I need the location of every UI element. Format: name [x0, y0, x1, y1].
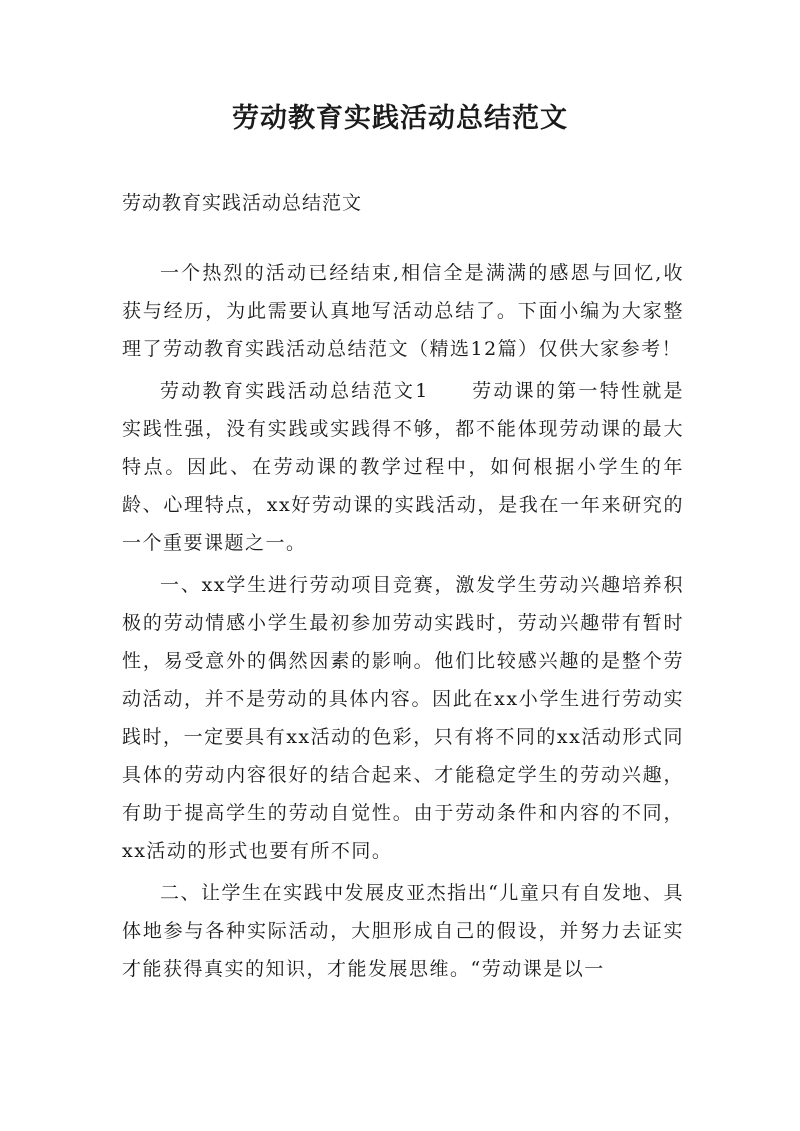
- document-body: [122, 254, 684, 992]
- paragraph-3: 二、让学生在实践中发展皮亚杰指出“儿童只有自发地、具体地参与各种实际活动，大胆形成自己的假设，并努力去证实才能获得真实的知识，才能发展思维。“劳动课是以一: [122, 882, 684, 980]
- paragraph-1: 劳动教育实践活动总结范文1 劳动课的第一特性就是实践性强，没有实践或实践得不够，都不能体现劳动课的最大特点。因此、在劳动课的教学过程中，如何根据小学生的年龄、心理特点，xx好劳动课的实践活动，是我在一年来研究的一个重要课题之一。: [122, 380, 684, 554]
- document-title: 劳动教育实践活动总结范文: [232, 103, 568, 134]
- document-subtitle: 劳动教育实践活动总结范文: [122, 192, 363, 214]
- paragraph-intro: 一个热烈的活动已经结束,相信全是满满的感恩与回忆,收获与经历，为此需要认真地写活动总结了。下面小编为大家整理了劳动教育实践活动总结范文（精选12篇）仅供大家参考！: [122, 262, 684, 360]
- paragraph-2: 一、xx学生进行劳动项目竞赛，激发学生劳动兴趣培养积极的劳动情感小学生最初参加劳动实践时，劳动兴趣带有暂时性，易受意外的偶然因素的影响。他们比较感兴趣的是整个劳动活动，并不是劳动的具体内容。因此在xx小学生进行劳动实践时，一定要具有xx活动的色彩，只有将不同的xx活动形式同具体的劳动内容很好的结合起来、才能稳定学生的劳动兴趣，有助于提高学生的劳动自觉性。由于劳动条件和内容的不同，xx活动的形式也要有所不同。: [122, 574, 684, 862]
